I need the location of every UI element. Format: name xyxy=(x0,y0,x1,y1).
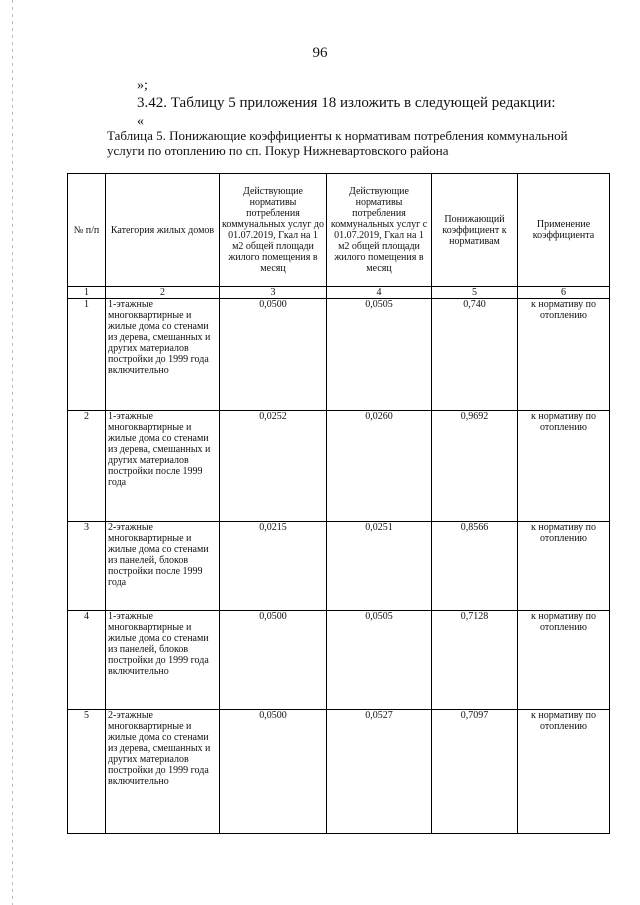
column-number: 2 xyxy=(106,287,220,299)
caption-line-1: Таблица 5. Понижающие коэффициенты к нормативам потребления коммунальной xyxy=(107,128,568,143)
norm-before: 0,0500 xyxy=(220,710,327,834)
reducing-coefficient: 0,7128 xyxy=(432,611,518,710)
header-coefficient: Понижающий коэффициент к нормативам xyxy=(432,174,518,287)
opening-quote: « xyxy=(137,114,144,129)
page-number: 96 xyxy=(312,45,328,61)
column-number: 3 xyxy=(220,287,327,299)
header-norm-after: Действующие нормативы потребления коммунальных услуг с 01.07.2019, Гкал на 1 м2 общей площади жилого помещения в месяц xyxy=(327,174,432,287)
caption-line-2: услуги по отоплению по сп. Покур Нижневартовского района xyxy=(107,143,449,158)
house-category: 1-этажные многоквартирные и жилые дома со стенами из дерева, смешанных и других материалов постройки до 1999 года включительно xyxy=(106,299,220,411)
reducing-coefficient: 0,7097 xyxy=(432,710,518,834)
row-number: 1 xyxy=(68,299,106,411)
norm-before: 0,0215 xyxy=(220,522,327,611)
header-application: Применение коэффициента xyxy=(518,174,610,287)
coefficient-application: к нормативу по отоплению xyxy=(518,611,610,710)
coefficients-table xyxy=(67,173,610,834)
norm-before: 0,0252 xyxy=(220,411,327,522)
norm-before: 0,0500 xyxy=(220,611,327,710)
row-number: 4 xyxy=(68,611,106,710)
column-number: 5 xyxy=(432,287,518,299)
house-category: 1-этажные многоквартирные и жилые дома со стенами из панелей, блоков постройки до 1999 года включительно xyxy=(106,611,220,710)
column-number: 4 xyxy=(327,287,432,299)
norm-after: 0,0505 xyxy=(327,611,432,710)
header-row xyxy=(68,174,610,287)
row-number: 2 xyxy=(68,411,106,522)
norm-after: 0,0527 xyxy=(327,710,432,834)
row-number: 3 xyxy=(68,522,106,611)
scan-edge xyxy=(12,0,13,905)
coefficient-application: к нормативу по отоплению xyxy=(518,299,610,411)
house-category: 2-этажные многоквартирные и жилые дома со стенами из панелей, блоков постройки после 1999 года xyxy=(106,522,220,611)
coefficient-application: к нормативу по отоплению xyxy=(518,411,610,522)
coefficient-application: к нормативу по отоплению xyxy=(518,522,610,611)
table-row xyxy=(68,710,610,834)
norm-after: 0,0251 xyxy=(327,522,432,611)
amendment-instruction: 3.42. Таблицу 5 приложения 18 изложить в следующей редакции: xyxy=(137,95,556,111)
reducing-coefficient: 0,740 xyxy=(432,299,518,411)
house-category: 1-этажные многоквартирные и жилые дома со стенами из дерева, смешанных и других материалов постройки после 1999 года xyxy=(106,411,220,522)
header-no: № п/п xyxy=(68,174,106,287)
table-row xyxy=(68,299,610,411)
column-number-row xyxy=(68,287,610,299)
header-norm-before: Действующие нормативы потребления коммунальных услуг до 01.07.2019, Гкал на 1 м2 общей площади жилого помещения в месяц xyxy=(220,174,327,287)
coefficient-application: к нормативу по отоплению xyxy=(518,710,610,834)
table-row xyxy=(68,522,610,611)
norm-after: 0,0505 xyxy=(327,299,432,411)
norm-before: 0,0500 xyxy=(220,299,327,411)
table-row xyxy=(68,611,610,710)
norm-after: 0,0260 xyxy=(327,411,432,522)
table-row xyxy=(68,411,610,522)
reducing-coefficient: 0,8566 xyxy=(432,522,518,611)
table-caption xyxy=(107,128,577,158)
reducing-coefficient: 0,9692 xyxy=(432,411,518,522)
column-number: 1 xyxy=(68,287,106,299)
house-category: 2-этажные многоквартирные и жилые дома со стенами из дерева, смешанных и других материалов постройки до 1999 года включительно xyxy=(106,710,220,834)
closing-quote: »; xyxy=(137,78,148,93)
header-category: Категория жилых домов xyxy=(106,174,220,287)
column-number: 6 xyxy=(518,287,610,299)
row-number: 5 xyxy=(68,710,106,834)
